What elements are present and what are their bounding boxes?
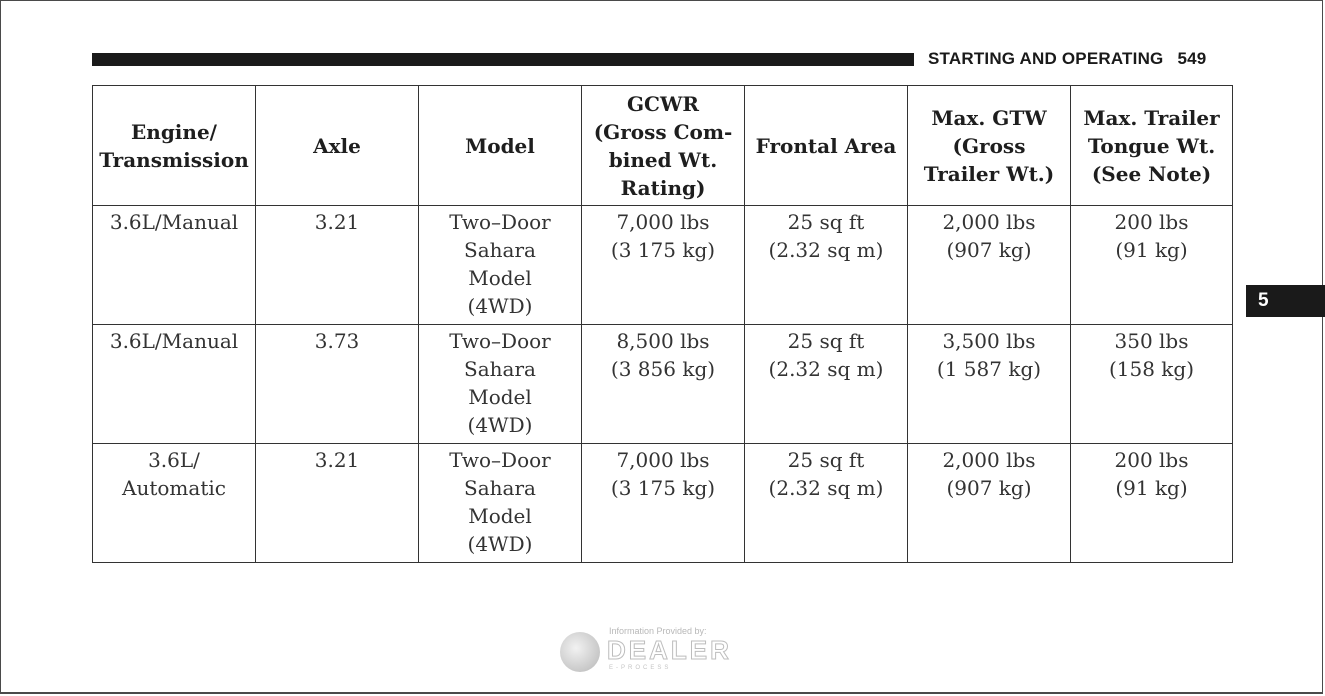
cell-gcwr: 7,000 lbs (3 175 kg) xyxy=(582,444,745,563)
header-frontal-area: Frontal Area xyxy=(745,86,908,206)
cell-axle: 3.21 xyxy=(256,206,419,325)
cell-engine: 3.6L/Manual xyxy=(93,325,256,444)
watermark-brand: DEALER xyxy=(607,635,732,665)
header-engine-transmission: Engine/ Transmission xyxy=(93,86,256,206)
table-row xyxy=(93,444,1233,563)
cell-engine: 3.6L/ Automatic xyxy=(93,444,256,563)
cell-frontal-area: 25 sq ft (2.32 sq m) xyxy=(745,206,908,325)
page-number: 549 xyxy=(1177,49,1207,68)
towing-spec-table xyxy=(92,85,1233,563)
cell-max-gtw: 2,000 lbs (907 kg) xyxy=(908,206,1071,325)
cell-engine: 3.6L/Manual xyxy=(93,206,256,325)
cell-axle: 3.21 xyxy=(256,444,419,563)
running-header xyxy=(928,49,1206,69)
table-row xyxy=(93,206,1233,325)
cell-tongue-wt: 350 lbs (158 kg) xyxy=(1071,325,1233,444)
dealer-watermark xyxy=(560,626,760,676)
cell-tongue-wt: 200 lbs (91 kg) xyxy=(1071,444,1233,563)
cell-frontal-area: 25 sq ft (2.32 sq m) xyxy=(745,444,908,563)
cell-gcwr: 7,000 lbs (3 175 kg) xyxy=(582,206,745,325)
header-max-tongue-wt: Max. Trailer Tongue Wt. (See Note) xyxy=(1071,86,1233,206)
dealer-eprocess-logo-icon xyxy=(560,632,600,672)
cell-max-gtw: 2,000 lbs (907 kg) xyxy=(908,444,1071,563)
watermark-subbrand: E-PROCESS xyxy=(609,665,672,671)
cell-model: Two–Door Sahara Model (4WD) xyxy=(419,444,582,563)
header-axle: Axle xyxy=(256,86,419,206)
watermark-caption: Information Provided by: xyxy=(609,626,707,636)
table-row xyxy=(93,325,1233,444)
cell-model: Two–Door Sahara Model (4WD) xyxy=(419,325,582,444)
cell-model: Two–Door Sahara Model (4WD) xyxy=(419,206,582,325)
cell-axle: 3.73 xyxy=(256,325,419,444)
header-max-gtw: Max. GTW (Gross Trailer Wt.) xyxy=(908,86,1071,206)
cell-max-gtw: 3,500 lbs (1 587 kg) xyxy=(908,325,1071,444)
chapter-tab: 5 xyxy=(1246,285,1325,317)
cell-tongue-wt: 200 lbs (91 kg) xyxy=(1071,206,1233,325)
section-title: STARTING AND OPERATING xyxy=(928,49,1164,68)
header-rule xyxy=(92,53,914,66)
cell-gcwr: 8,500 lbs (3 856 kg) xyxy=(582,325,745,444)
table-header-row xyxy=(93,86,1233,206)
header-model: Model xyxy=(419,86,582,206)
cell-frontal-area: 25 sq ft (2.32 sq m) xyxy=(745,325,908,444)
header-gcwr: GCWR (Gross Com- bined Wt. Rating) xyxy=(582,86,745,206)
